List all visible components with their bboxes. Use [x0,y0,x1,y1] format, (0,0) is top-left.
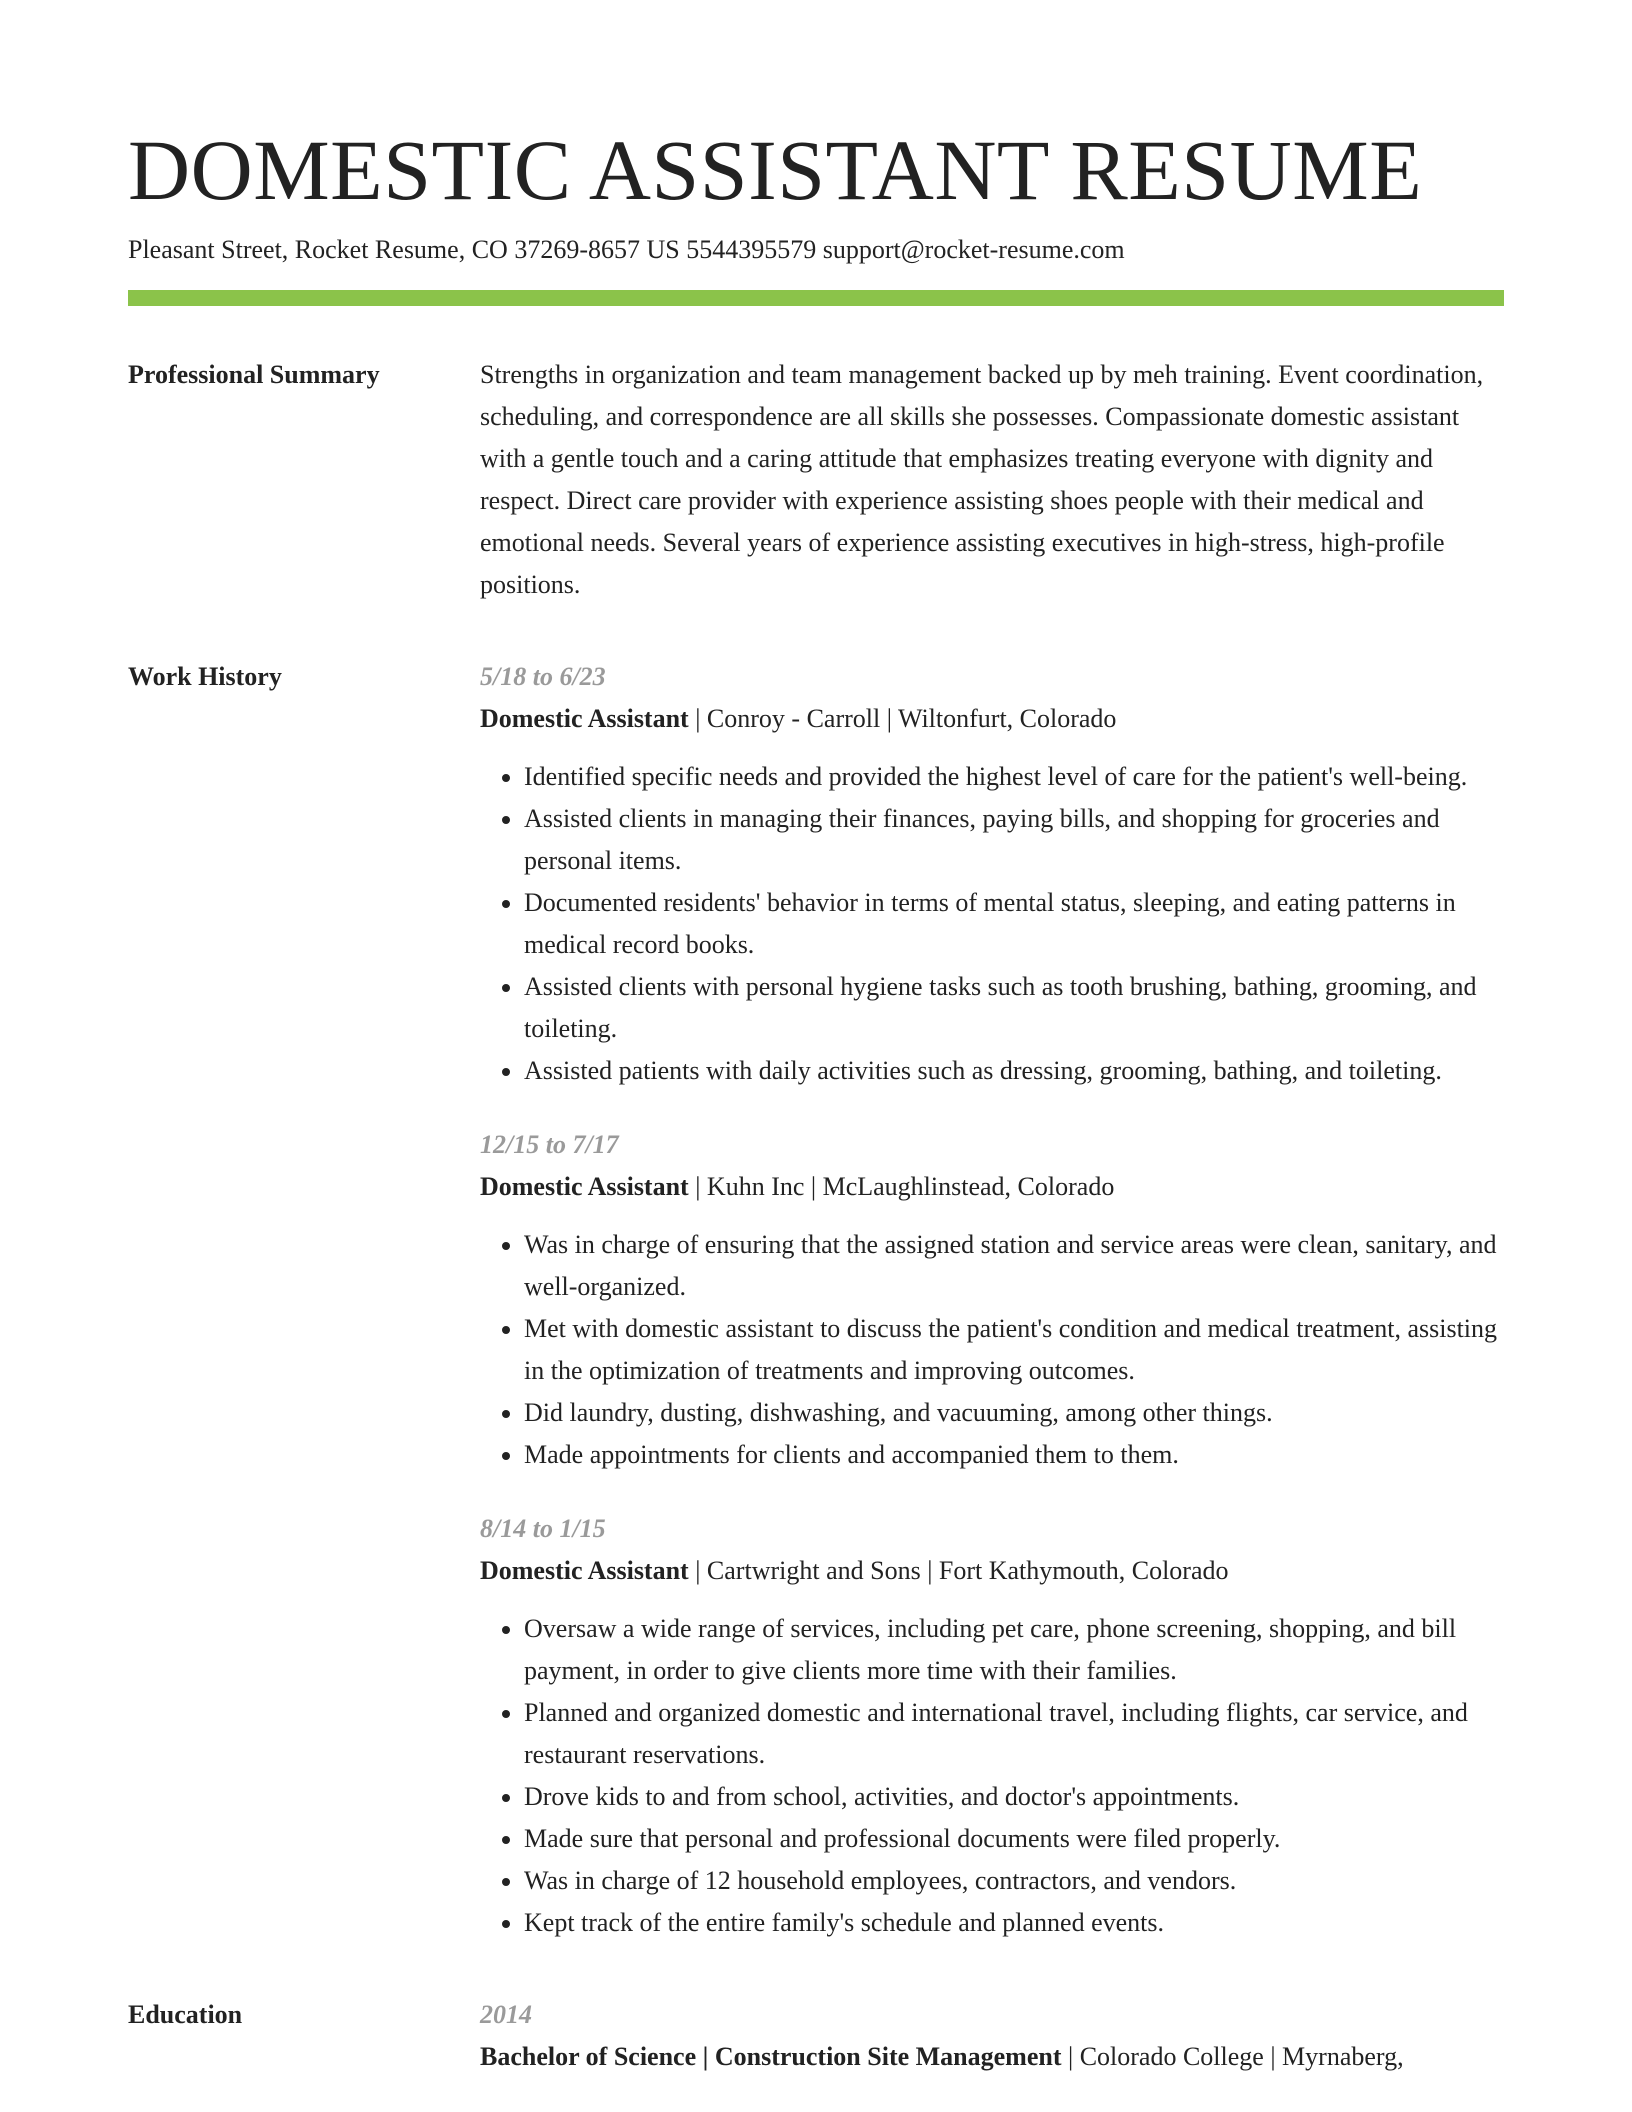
section-title-education: Education [128,2000,243,2029]
resume-title: DOMESTIC ASSISTANT RESUME [128,122,1423,218]
list-item: • Did laundry, dusting, dishwashing, and vacuuming, among other things. [524,1392,1504,1434]
education-degree: Bachelor of Science | Construction Site Management [480,2042,1062,2071]
email: support@rocket-resume.com [822,235,1125,264]
job-heading [480,1550,1504,1592]
work-history-section [128,656,1504,1944]
job-entry [480,1124,1504,1476]
job-dates: 12/15 to 7/17 [480,1130,619,1159]
list-item: • Met with domestic assistant to discuss the patient's condition and medical treatment, assisting in the optimization of treatments and improving outcomes. [524,1308,1504,1392]
job-title: Domestic Assistant [480,1172,689,1201]
list-item: • Assisted clients with personal hygiene tasks such as tooth brushing, bathing, grooming, and toileting. [524,966,1504,1050]
job-bullets [480,756,1504,1092]
accent-divider [128,290,1504,306]
address: Pleasant Street, Rocket Resume, CO 37269-8657 US [128,235,680,264]
summary-body [480,354,1504,606]
list-item: • Documented residents' behavior in terms of mental status, sleeping, and eating patterns in medical record books. [524,882,1504,966]
list-item: • Made sure that personal and professional documents were filed properly. [524,1818,1504,1860]
job-dates: 8/14 to 1/15 [480,1514,606,1543]
list-item: • Assisted clients in managing their finances, paying bills, and shopping for groceries and personal items. [524,798,1504,882]
summary-section [128,354,1504,606]
job-bullets [480,1224,1504,1476]
job-details: | Kuhn Inc | McLaughlinstead, Colorado [688,1172,1115,1201]
list-item: • Made appointments for clients and accompanied them to them. [524,1434,1504,1476]
section-title-work-history: Work History [128,662,282,691]
resume-page [128,0,1504,2078]
list-item: • Was in charge of 12 household employees, contractors, and vendors. [524,1860,1504,1902]
section-title-summary: Professional Summary [128,360,380,389]
education-year: 2014 [480,2000,532,2029]
list-item: • Kept track of the entire family's schedule and planned events. [524,1902,1504,1944]
job-details: | Cartwright and Sons | Fort Kathymouth, Colorado [688,1556,1229,1585]
list-item: • Assisted patients with daily activities such as dressing, grooming, bathing, and toileting. [524,1050,1504,1092]
job-heading [480,1166,1504,1208]
job-dates: 5/18 to 6/23 [480,662,606,691]
job-entry [480,656,1504,1092]
education-details: | Colorado College | Myrnaberg, [1061,2042,1404,2071]
job-heading [480,698,1504,740]
phone: 5544395579 [686,235,817,264]
list-item: • Was in charge of ensuring that the assigned station and service areas were clean, sanitary, and well-organized. [524,1224,1504,1308]
job-bullets [480,1608,1504,1944]
list-item: • Identified specific needs and provided the highest level of care for the patient's well-being. [524,756,1504,798]
job-title: Domestic Assistant [480,1556,689,1585]
list-item: • Drove kids to and from school, activities, and doctor's appointments. [524,1776,1504,1818]
job-details: | Conroy - Carroll | Wiltonfurt, Colorado [688,704,1117,733]
summary-text: Strengths in organization and team management backed up by meh training. Event coordination, scheduling, and correspondence are all skills she possesses. Compassionate domestic assistant with a gentle touch and a caring attitude that emphasizes treating everyone with dignity and respect. Direct care provider with experience assisting shoes people with their medical and emotional needs. Several years of experience assisting executives in high-stress, high-profile positions. [480,360,1484,599]
job-title: Domestic Assistant [480,704,689,733]
job-entry [480,1508,1504,1944]
work-history-body [480,656,1504,1944]
education-heading [480,2036,1504,2078]
education-section [128,1994,1504,2078]
contact-line [128,232,1504,268]
list-item: • Planned and organized domestic and international travel, including flights, car service, and restaurant reservations. [524,1692,1504,1776]
education-body [480,1994,1504,2078]
list-item: • Oversaw a wide range of services, including pet care, phone screening, shopping, and bill payment, in order to give clients more time with their families. [524,1608,1504,1692]
